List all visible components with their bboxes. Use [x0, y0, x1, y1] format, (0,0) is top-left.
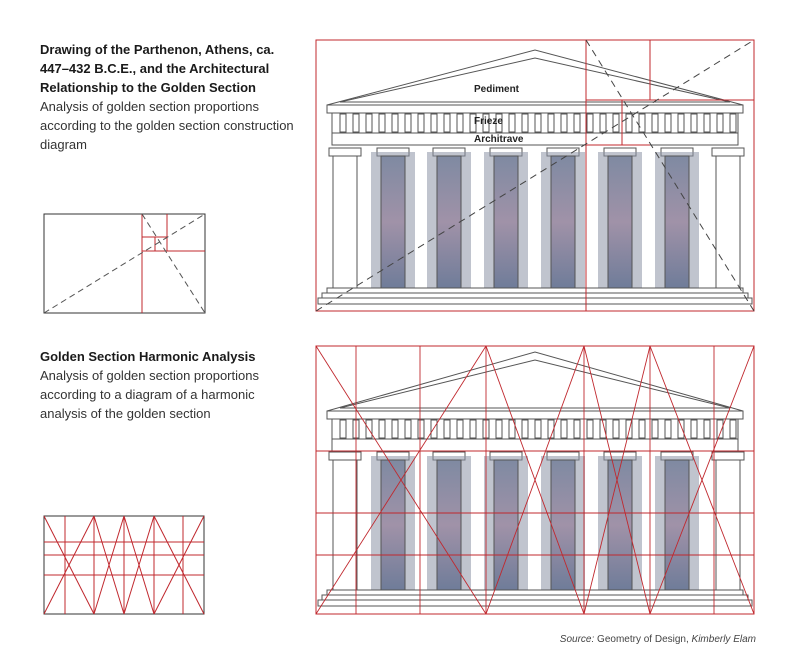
- column-capital: [712, 452, 744, 460]
- triglyph: [730, 420, 736, 438]
- triglyph: [392, 420, 398, 438]
- triglyph: [587, 420, 593, 438]
- triglyph: [431, 420, 437, 438]
- triglyph: [613, 420, 619, 438]
- triglyph: [652, 420, 658, 438]
- column-shaft: [437, 460, 461, 590]
- triglyph: [470, 420, 476, 438]
- triglyph: [444, 420, 450, 438]
- caption-description: Analysis of golden section proportions according to the golden section construction diagram: [40, 99, 294, 152]
- triglyph: [340, 420, 346, 438]
- triglyph: [418, 420, 424, 438]
- parthenon-drawing-bottom: [316, 346, 754, 614]
- label-frieze: Frieze: [474, 116, 503, 127]
- triglyph: [561, 420, 567, 438]
- caption-description: Analysis of golden section proportions according to a diagram of a harmonic analysis of the golden section: [40, 368, 259, 421]
- triglyph: [678, 420, 684, 438]
- column-shaft: [333, 460, 357, 590]
- triglyph: [405, 420, 411, 438]
- harmonic-analysis-diagram: [44, 516, 204, 614]
- source-credit: [560, 634, 756, 645]
- triglyph: [457, 420, 463, 438]
- triglyph: [496, 420, 502, 438]
- triglyph: [535, 420, 541, 438]
- triglyph: [665, 420, 671, 438]
- source-author: Kimberly Elam: [691, 634, 756, 645]
- caption-title: Drawing of the Parthenon, Athens, ca. 447–432 B.C.E., and the Architectural Relationship to the Golden Section: [40, 42, 275, 95]
- label-architrave: Architrave: [474, 134, 524, 145]
- label-pediment: Pediment: [474, 84, 520, 95]
- triglyph: [639, 420, 645, 438]
- column-shaft: [494, 460, 518, 590]
- caption-title: Golden Section Harmonic Analysis: [40, 349, 256, 364]
- triglyph: [574, 420, 580, 438]
- column-shaft: [665, 460, 689, 590]
- triglyph: [704, 420, 710, 438]
- column-shaft: [551, 460, 575, 590]
- triglyph: [691, 420, 697, 438]
- source-book: Geometry of Design,: [594, 634, 692, 645]
- triglyph: [522, 420, 528, 438]
- source-prefix: Source:: [559, 634, 595, 645]
- triglyph: [379, 420, 385, 438]
